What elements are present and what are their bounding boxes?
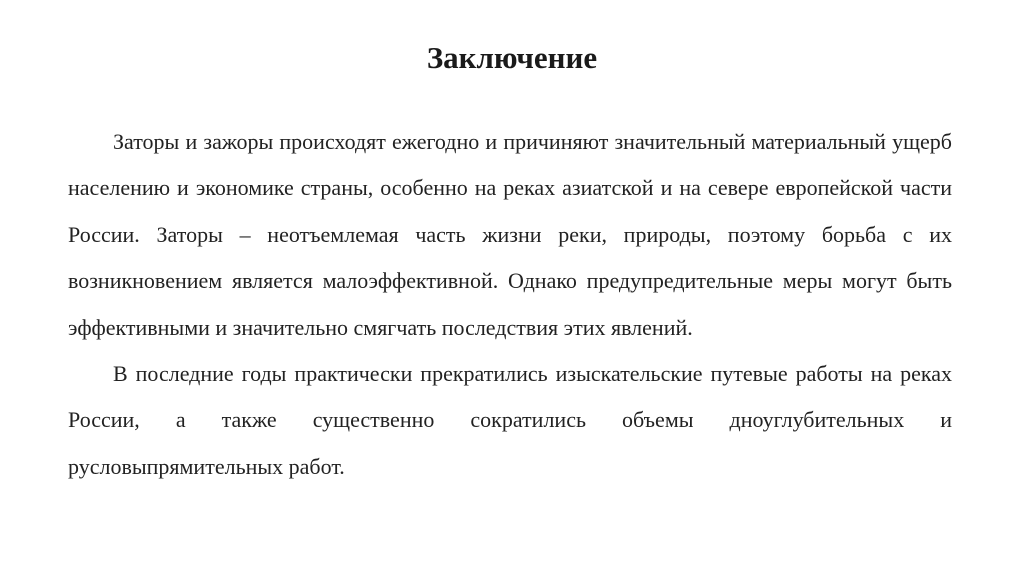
- paragraph-2: В последние годы практически прекратились изыскательские путевые работы на реках России, а также существенно сократились объемы дноуглубительных и русловыпрямительных работ.: [68, 361, 952, 479]
- paragraph-1: Заторы и зажоры происходят ежегодно и причиняют значительный материальный ущерб населению и экономике страны, особенно на реках азиатской и на севере европейской части России. Заторы – неотъемлемая часть жизни реки, природы, поэтому борьба с их возникновением является малоэффективной. Однако предупредительные меры могут быть эффективными и значительно смягчать последствия этих явлений.: [68, 129, 952, 340]
- slide-title: Заключение: [426, 40, 598, 75]
- slide-body: [68, 119, 952, 490]
